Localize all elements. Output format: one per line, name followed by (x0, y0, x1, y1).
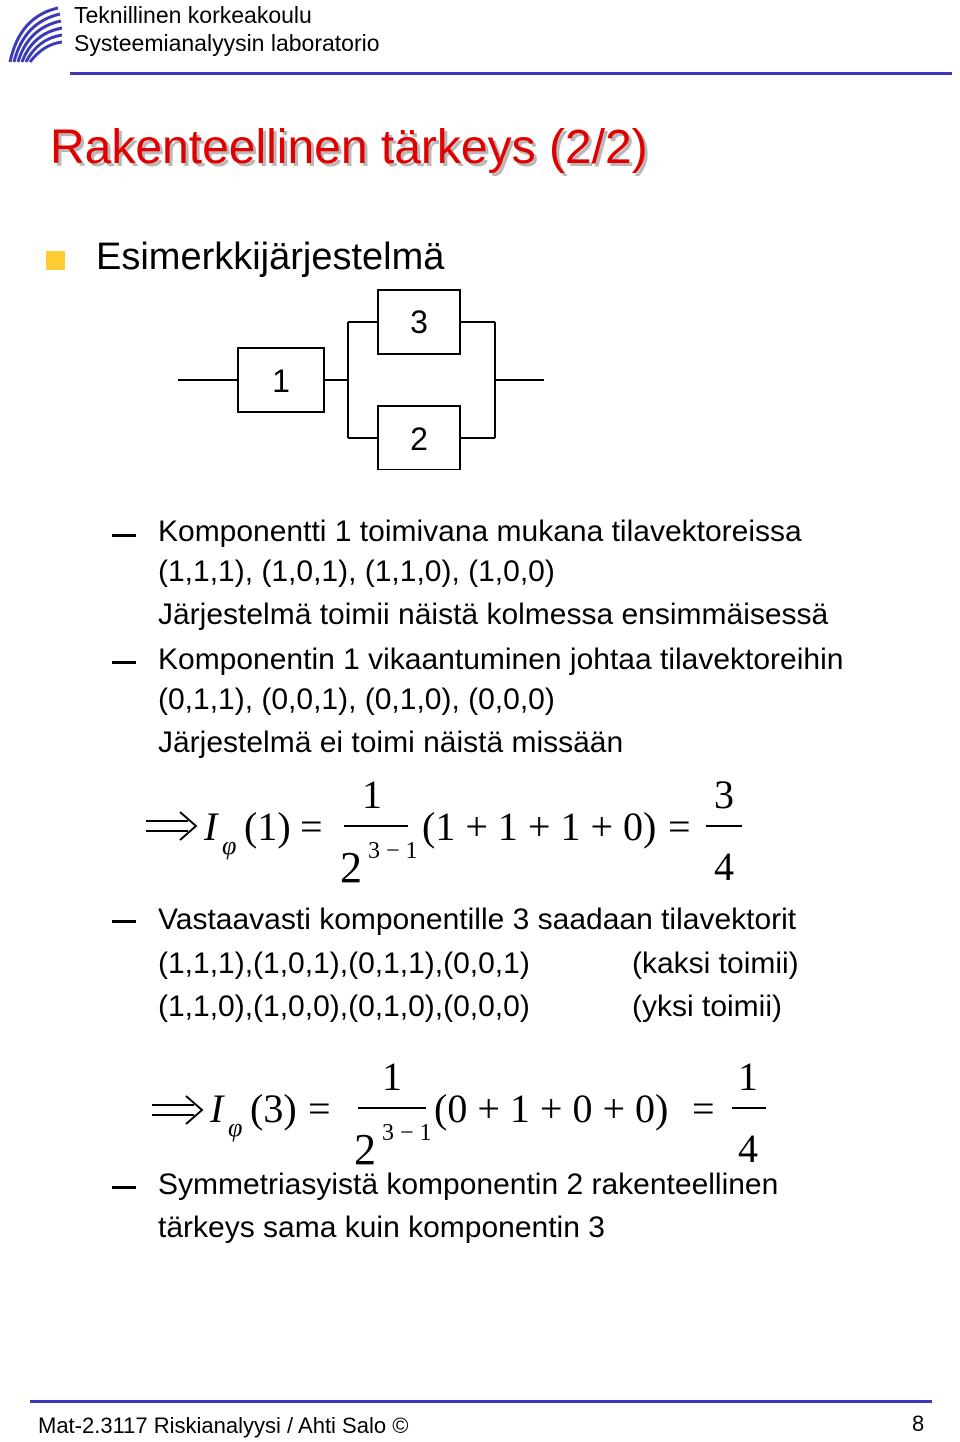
text-line: (kaksi toimii) (632, 947, 799, 980)
formula-result-denominator: 4 (714, 844, 734, 888)
footer-course: Mat-2.3117 Riskianalyysi / Ahti Salo © (38, 1413, 409, 1438)
header-line-2: Systeemianalyysin laboratorio (74, 30, 380, 56)
dash-bullet-icon (112, 661, 136, 664)
diagram-box-1-label: 1 (272, 363, 290, 399)
diagram-box-2-label: 2 (410, 421, 428, 457)
bullet-square-icon (46, 251, 65, 270)
formula-equals: = (668, 804, 691, 849)
diagram-box-3-label: 3 (410, 304, 428, 340)
formula-1 (140, 768, 780, 888)
header-rule (70, 72, 952, 75)
dash-bullet-icon (112, 1186, 136, 1189)
formula-symbol-I: I (210, 1086, 224, 1131)
system-diagram (170, 285, 560, 470)
implies-arrow-icon (152, 1096, 202, 1124)
formula-argument: (1) (244, 804, 291, 849)
formula-denominator-base: 2 (340, 843, 362, 888)
formula-sum: (0 + 1 + 0 + 0) (434, 1086, 669, 1131)
formula-result-numerator: 1 (738, 1054, 758, 1099)
formula-exponent: 3 − 1 (382, 1120, 432, 1146)
formula-equals: = (300, 804, 323, 849)
text-line: (yksi toimii) (632, 990, 782, 1023)
formula-subscript: φ (228, 1113, 243, 1142)
text-line: Järjestelmä toimii näistä kolmessa ensimmäisessä (158, 598, 829, 631)
formula-result-numerator: 3 (714, 772, 734, 817)
formula-subscript: φ (222, 831, 237, 860)
slide-title: Rakenteellinen tärkeys (2/2) (50, 121, 648, 174)
dash-bullet-icon (112, 920, 136, 923)
formula-numerator: 1 (362, 772, 382, 817)
formula-equals: = (308, 1086, 331, 1131)
text-line: Komponentti 1 toimivana mukana tilavektoreissa (158, 515, 802, 548)
text-line: (0,1,1), (0,0,1), (0,1,0), (0,0,0) (158, 683, 555, 716)
formula-symbol-I: I (204, 804, 218, 849)
dash-bullet-icon (112, 534, 136, 537)
formula-argument: (3) (250, 1086, 297, 1131)
formula-2 (146, 1050, 796, 1170)
text-line: (1,1,0),(1,0,0),(0,1,0),(0,0,0) (158, 990, 530, 1023)
page-number: 8 (912, 1411, 925, 1436)
formula-denominator-base: 2 (354, 1125, 376, 1170)
text-line: tärkeys sama kuin komponentin 3 (158, 1211, 605, 1244)
text-line: (1,1,1), (1,0,1), (1,1,0), (1,0,0) (158, 555, 555, 588)
university-logo (6, 4, 64, 66)
text-line: Symmetriasyistä komponentin 2 rakenteellinen (158, 1168, 779, 1201)
formula-result-denominator: 4 (738, 1126, 758, 1170)
header-line-1: Teknillinen korkeakoulu (74, 2, 312, 28)
bullet-text: Esimerkkijärjestelmä (96, 236, 445, 278)
text-line: Komponentin 1 vikaantuminen johtaa tilavektoreihin (158, 643, 844, 676)
text-line: (1,1,1),(1,0,1),(0,1,1),(0,0,1) (158, 947, 530, 980)
text-line: Vastaavasti komponentille 3 saadaan tilavektorit (158, 903, 797, 936)
formula-sum: (1 + 1 + 1 + 0) (422, 804, 657, 849)
footer-rule (30, 1400, 932, 1403)
formula-exponent: 3 − 1 (368, 838, 418, 864)
formula-equals: = (692, 1086, 715, 1131)
formula-numerator: 1 (382, 1054, 402, 1099)
text-line: Järjestelmä ei toimi näistä missään (158, 726, 624, 759)
implies-arrow-icon (146, 812, 196, 840)
